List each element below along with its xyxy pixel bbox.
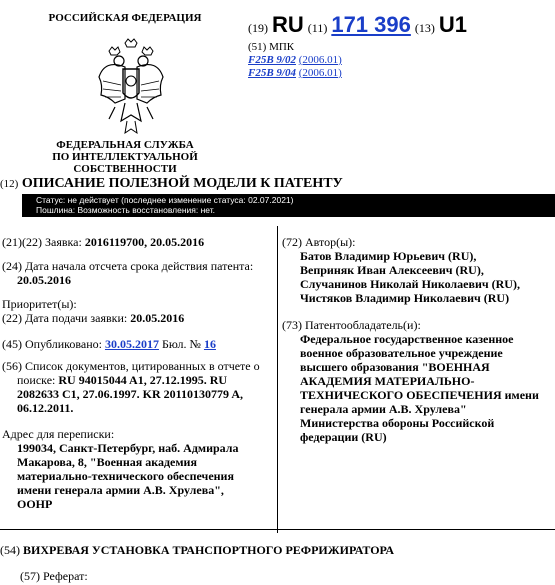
address-line: материально-технического обеспечения: [17, 469, 234, 483]
kind-code: U1: [438, 12, 467, 37]
document-number-link[interactable]: 171 396: [331, 12, 411, 37]
document-number-line: [248, 12, 467, 38]
publication-date-link[interactable]: 30.05.2017: [104, 337, 159, 351]
owner-line: Федеральное государственное казенное: [300, 332, 514, 346]
section-divider: [0, 529, 555, 530]
ipc-class-link[interactable]: F25B 9/02: [248, 54, 296, 66]
abstract-label: (57) Реферат:: [20, 569, 88, 583]
address-line: 199034, Санкт-Петербург, наб. Адмирала: [17, 441, 239, 455]
owner-line: Министерства обороны Российской: [300, 416, 495, 430]
owner-line: АКАДЕМИЯ МАТЕРИАЛЬНО-: [300, 374, 475, 388]
owner-line: генерала армии А.В. Хрулева": [300, 402, 467, 416]
utility-model-title: (54) ВИХРЕВАЯ УСТАНОВКА ТРАНСПОРТНОГО РЕФРИЖИРАТОРА: [0, 543, 395, 557]
address-line: ООНР: [17, 497, 53, 511]
document-title: [0, 176, 555, 192]
ipc-class-link[interactable]: F25B 9/04: [248, 67, 296, 79]
column-divider: [277, 226, 278, 533]
start-date-value: 20.05.2016: [17, 273, 71, 287]
cited-docs-line: поиске: RU 94015044 A1, 27.12.1995. RU: [17, 373, 228, 387]
author-name: Чистяков Владимир Николаевич (RU): [300, 291, 510, 305]
country-name: РОССИЙСКАЯ ФЕДЕРАЦИЯ: [48, 12, 202, 24]
office-line-1: ФЕДЕРАЛЬНАЯ СЛУЖБА: [56, 139, 194, 151]
inid-code-12: (12): [0, 178, 19, 190]
status-box: [22, 194, 555, 217]
ipc-row-1: [248, 54, 342, 67]
document-title-text: ОПИСАНИЕ ПОЛЕЗНОЙ МОДЕЛИ К ПАТЕНТУ: [21, 176, 343, 191]
authors-label: (72) Автор(ы):: [282, 235, 356, 249]
owner-line: федерации (RU): [300, 430, 387, 444]
address-line: имени генерала армии А.В. Хрулева",: [17, 483, 224, 497]
start-date-label: (24) Дата начала отсчета срока действия патента:: [2, 259, 254, 273]
fee-line: Пошлина: Возможность восстановления: нет.: [36, 205, 216, 215]
bibliographic-left-column: [2, 235, 274, 511]
owner-line: военное образовательное учреждение: [300, 346, 503, 360]
state-emblem-icon: [95, 37, 167, 137]
bulletin-number-link[interactable]: 16: [203, 337, 216, 351]
status-line: Статус: не действует (последнее изменение статуса: 02.07.2021): [36, 195, 294, 205]
inid-code-19: (19): [248, 21, 268, 35]
bibliographic-right-column: [282, 235, 554, 444]
published-field: (45) Опубликовано: 30.05.2017 Бюл. № 16: [2, 337, 216, 351]
author-name: Батов Владимир Юрьевич (RU),: [300, 249, 477, 263]
ipc-row-2: [248, 67, 342, 80]
country-code: RU: [272, 12, 304, 37]
application-field: (21)(22) Заявка: 2016119700, 20.05.2016: [2, 235, 205, 249]
cited-docs-label: (56) Список документов, цитированных в отчете о: [2, 359, 260, 373]
owner-line: высшего образования "ВОЕННАЯ: [300, 360, 490, 374]
inid-code-11: (11): [307, 21, 328, 35]
mpk-label: (51) МПК: [248, 41, 295, 53]
author-name: Веприняк Иван Алексеевич (RU),: [300, 263, 484, 277]
patent-office-name: [0, 139, 250, 175]
filing-date-field: (22) Дата подачи заявки: 20.05.2016: [2, 311, 185, 325]
patent-owner-label: (73) Патентообладатель(и):: [282, 318, 421, 332]
ipc-version-link[interactable]: (2006.01): [298, 67, 342, 79]
author-name: Случанинов Николай Николаевич (RU),: [300, 277, 520, 291]
priority-label: Приоритет(ы):: [2, 297, 77, 311]
address-label: Адрес для переписки:: [2, 427, 115, 441]
ipc-version-link[interactable]: (2006.01): [298, 54, 342, 66]
cited-docs-line: 2082633 C1, 27.06.1997. KR 20110130779 A,: [17, 387, 244, 401]
address-line: Макарова, 8, "Военная академия: [17, 455, 197, 469]
inid-code-13: (13): [414, 21, 435, 35]
office-line-2: ПО ИНТЕЛЛЕКТУАЛЬНОЙ СОБСТВЕННОСТИ: [52, 151, 198, 175]
owner-line: ТЕХНИЧЕСКОГО ОБЕСПЕЧЕНИЯ имени: [300, 388, 539, 402]
ipc-block: [248, 41, 342, 80]
cited-docs-line: 06.12.2011.: [17, 401, 74, 415]
